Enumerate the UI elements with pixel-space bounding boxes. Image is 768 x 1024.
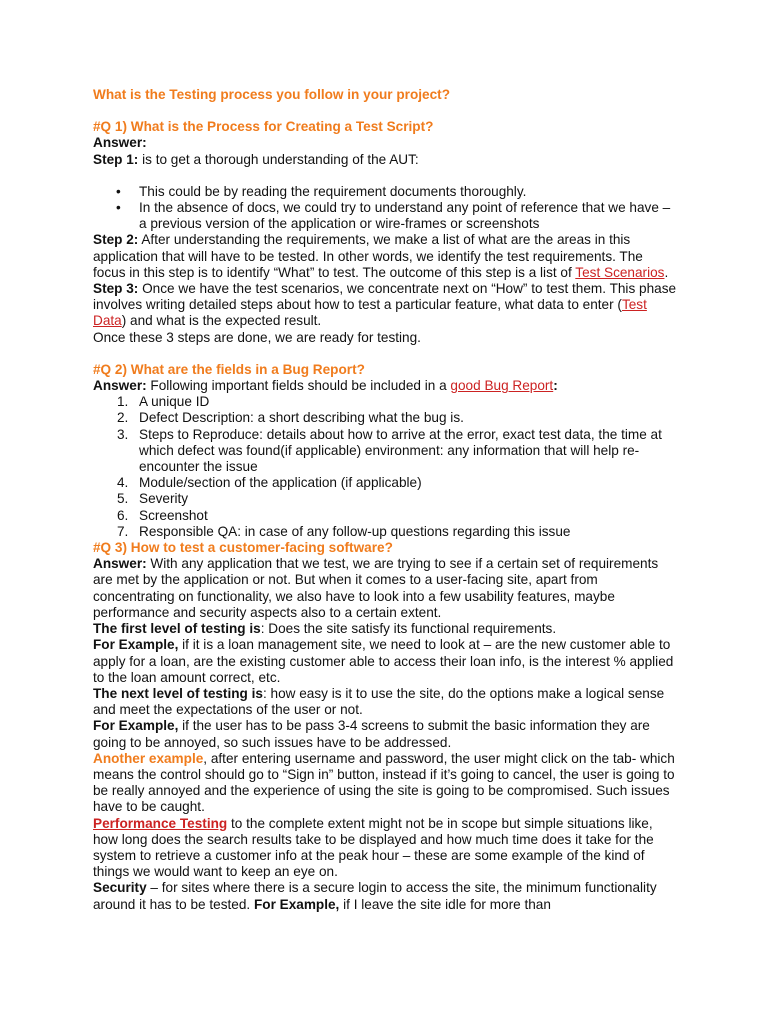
q3-performance xyxy=(93,816,678,881)
q2-answer xyxy=(93,378,678,394)
q3-next-level xyxy=(93,686,678,718)
q3-another-example xyxy=(93,751,678,816)
list-number: 2. xyxy=(117,410,129,426)
first-level-label: The first level of testing is xyxy=(93,621,261,637)
list-item xyxy=(93,491,678,507)
q3-answer-label: Answer: xyxy=(93,556,147,572)
example-text: if the user has to be pass 3-4 screens to submit the basic information they are going to be annoyed, so such issues have to be addressed. xyxy=(93,718,650,750)
list-number: 4. xyxy=(117,475,129,491)
step2-end: . xyxy=(664,264,669,280)
example-text: if it is a loan management site, we need to look at – are the new customer able to apply for a loan, are the existing customer able to access their loan info, is the interest % applied to the loan amount correct, etc. xyxy=(93,637,674,685)
q1-closing: Once these 3 steps are done, we are ready for testing. xyxy=(93,329,421,345)
q1-step2 xyxy=(93,232,678,281)
step3-end: ) and what is the expected result. xyxy=(121,313,322,329)
list-item-text: Steps to Reproduce: details about how to arrive at the error, exact test data, the time at which defect was found(if applicable) environment: any information that will help re-encounter the issue xyxy=(139,426,662,475)
step1-bullet-list xyxy=(93,184,678,233)
example-label: For Example, xyxy=(93,718,179,734)
step2-label: Step 2: xyxy=(93,232,139,248)
step1-text: is to get a thorough understanding of the AUT: xyxy=(138,151,419,167)
step2-text: After understanding the requirements, we make a list of what are the areas in this application that will have to be tested. In other words, we identify the test requirements. The focus in this step is to identify “What” to test. The outcome of this step is a list of xyxy=(93,232,643,280)
good-bug-report-link[interactable]: good Bug Report xyxy=(450,378,554,394)
q2-answer-label: Answer: xyxy=(93,378,147,394)
list-number: 3. xyxy=(117,426,129,442)
first-level-text: : Does the site satisfy its functional requirements. xyxy=(260,621,557,637)
list-item xyxy=(93,524,678,540)
security-text: – for sites where there is a secure login to access the site, the minimum functionality around it has to be tested. xyxy=(93,880,657,912)
q3-example-1 xyxy=(93,637,678,686)
spacer xyxy=(93,346,678,362)
example-text: if I leave the site idle for more than xyxy=(339,896,551,912)
performance-testing-link[interactable]: Performance Testing xyxy=(93,815,228,831)
another-example-text: , after entering username and password, the user might click on the tab- which means the control should go to “Sign in” button, instead if it’s going to cancel, the user is going to be really annoyed and the experience of using the site is going to be compromised. Such issues have to be caught. xyxy=(93,750,675,815)
list-item xyxy=(93,475,678,491)
bullet-item: • This could be by reading the requirement documents thoroughly. xyxy=(93,184,678,200)
list-number: 1. xyxy=(117,394,129,410)
list-item xyxy=(93,508,678,524)
list-item-text: A unique ID xyxy=(139,394,210,410)
spacer xyxy=(93,168,678,184)
list-item-text: Screenshot xyxy=(139,507,208,523)
q1-step1 xyxy=(93,152,678,168)
q3-first-level xyxy=(93,621,678,637)
list-number: 5. xyxy=(117,491,129,507)
list-item-text: Defect Description: a short describing what the bug is. xyxy=(139,410,464,426)
q1-answer-label: Answer: xyxy=(93,135,147,151)
list-item xyxy=(93,427,678,476)
list-number: 6. xyxy=(117,507,129,523)
example-label: For Example, xyxy=(93,637,179,653)
list-item-text: Severity xyxy=(139,491,189,507)
test-scenarios-link[interactable]: Test Scenarios xyxy=(575,264,665,280)
list-item xyxy=(93,410,678,426)
q1-heading: #Q 1) What is the Process for Creating a Test Script? xyxy=(93,119,434,135)
bug-report-fields-list xyxy=(93,394,678,540)
next-level-label: The next level of testing is xyxy=(93,685,263,701)
performance-text: to the complete extent might not be in scope but simple situations like, how long does the search results take to be displayed and how much time does it take for the system to retrieve a customer info at the peak hour – these are some example of the kind of things we would want to keep an eye on. xyxy=(93,815,654,880)
spacer xyxy=(93,103,678,119)
q2-heading: #Q 2) What are the fields in a Bug Report? xyxy=(93,361,365,377)
next-level-text: : how easy is it to use the site, do the options make a logical sense and meet the expectations of the user or not. xyxy=(93,685,665,718)
list-number: 7. xyxy=(117,523,129,539)
q3-answer-text: With any application that we test, we are trying to see if a certain set of requirements are met by the application or not. But when it comes to a user-facing site, apart from concentrating on functionality, we also have to look into a few usability features, maybe performance and security aspects also to a certain extent. xyxy=(93,556,659,620)
step3-label: Step 3: xyxy=(93,281,139,297)
security-label: Security xyxy=(93,880,147,896)
q2-answer-text: Following important fields should be included in a xyxy=(146,378,451,394)
example-label: For Example, xyxy=(253,896,340,912)
step3-text: Once we have the test scenarios, we concentrate next on “How” to test them. This phase involves writing detailed steps about how to test a particular feature, what data to enter ( xyxy=(93,281,677,313)
q3-security xyxy=(93,880,678,912)
test-data-link[interactable]: Test Data xyxy=(93,297,647,329)
bullet-item: • In the absence of docs, we could try to understand any point of reference that we have – a previous version of the application or wire-frames or screenshots xyxy=(93,200,678,232)
q3-answer xyxy=(93,556,678,621)
q3-example-2 xyxy=(93,718,678,750)
list-item-text: Module/section of the application (if applicable) xyxy=(139,475,422,491)
another-example-label: Another example xyxy=(93,750,204,766)
q3-heading: #Q 3) How to test a customer-facing software? xyxy=(93,540,393,556)
list-item-text: Responsible QA: in case of any follow-up questions regarding this issue xyxy=(139,523,571,539)
q2-answer-end: : xyxy=(553,378,558,394)
q1-step3 xyxy=(93,281,678,330)
step1-label: Step 1: xyxy=(93,151,139,167)
page-title: What is the Testing process you follow in your project? xyxy=(93,87,450,102)
list-item xyxy=(93,394,678,410)
